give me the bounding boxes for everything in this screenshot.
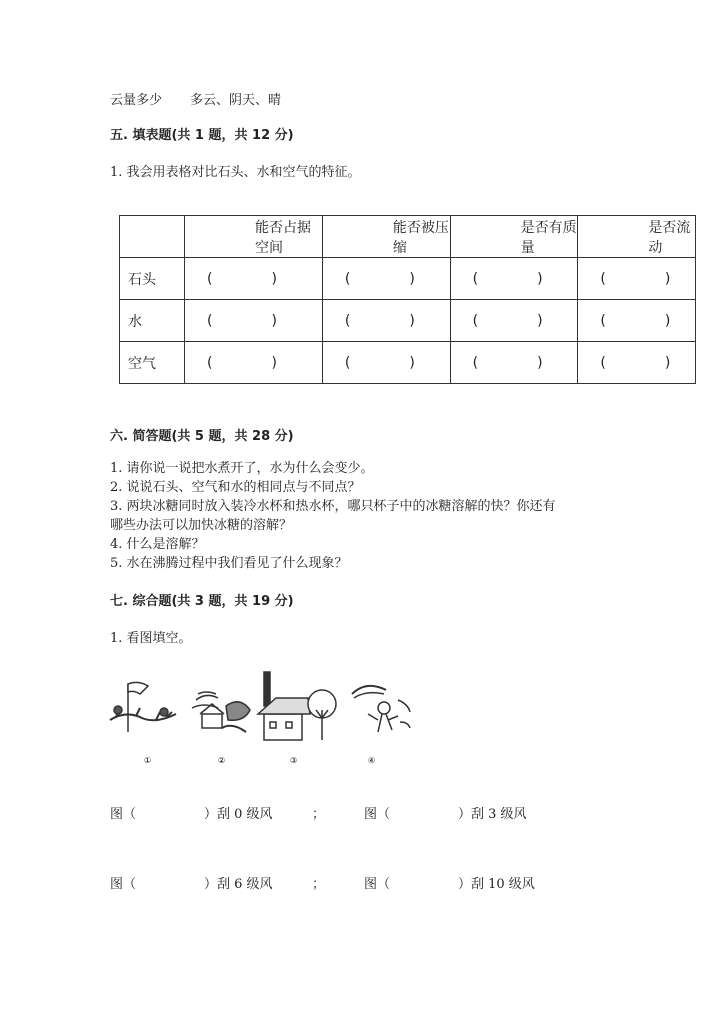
image-label-2: ②	[218, 756, 226, 765]
blank-prefix-1: 图（	[110, 807, 137, 822]
table-header-space: 能否占据空间	[185, 216, 323, 258]
blank-prefix-4: 图（	[364, 877, 391, 892]
image-label-3: ③	[290, 756, 298, 765]
blank-suffix-2[interactable]: ）刮 3 级风	[458, 807, 527, 822]
answer-blank[interactable]: ( )	[344, 312, 415, 329]
tree-icon	[308, 690, 336, 740]
blank-suffix-3[interactable]: ）刮 6 级风	[204, 877, 273, 892]
table-header-corner	[120, 216, 185, 258]
answer-blank[interactable]: ( )	[472, 312, 543, 329]
row-label-stone: 石头	[120, 258, 185, 300]
flag-icon	[110, 682, 176, 732]
answer-blank[interactable]: ( )	[472, 354, 543, 371]
blank-suffix-4[interactable]: ）刮 10 级风	[458, 877, 535, 892]
answer-blank[interactable]: ( )	[600, 270, 671, 287]
blank-separator-3: ；	[312, 877, 326, 892]
section6-question-3-cont: 哪些办法可以加快冰糖的溶解？	[110, 518, 293, 533]
image-label-1: ①	[144, 756, 152, 765]
section6-title: 六. 简答题(共 5 题，共 28 分)	[110, 429, 294, 444]
blank-separator-1: ；	[312, 807, 326, 822]
blank-prefix-2: 图（	[364, 807, 391, 822]
top-row-label: 云量多少	[110, 93, 163, 108]
person-umbrella-icon	[352, 686, 410, 732]
blank-suffix-1[interactable]: ）刮 0 级风	[204, 807, 273, 822]
table-row	[120, 342, 696, 384]
section5-question-1: 1. 我会用表格对比石头、水和空气的特征。	[110, 165, 361, 180]
table-row	[120, 300, 696, 342]
answer-blank[interactable]: ( )	[344, 354, 415, 371]
answer-blank[interactable]: ( )	[207, 270, 277, 287]
answer-blank[interactable]: ( )	[207, 354, 277, 371]
table-row	[120, 258, 696, 300]
table-header-flow: 是否流动	[578, 216, 696, 258]
row-label-water: 水	[120, 300, 185, 342]
section7-title: 七. 综合题(共 3 题，共 19 分)	[110, 594, 294, 609]
answer-blank[interactable]: ( )	[472, 270, 543, 287]
blank-prefix-3: 图（	[110, 877, 137, 892]
row-label-air: 空气	[120, 342, 185, 384]
section6-question-2: 2. 说说石头、空气和水的相同点与不同点？	[110, 480, 361, 495]
top-row-value: 多云、阴天、晴	[190, 93, 282, 108]
section6-question-4: 4. 什么是溶解？	[110, 537, 205, 552]
table-header-row	[120, 216, 696, 258]
section6-question-1: 1. 请你说一说把水煮开了，水为什么会变少。	[110, 461, 374, 476]
image-label-4: ④	[368, 756, 376, 765]
answer-blank[interactable]: ( )	[344, 270, 415, 287]
house-icon	[258, 672, 310, 740]
section7-question-1: 1. 看图填空。	[110, 631, 192, 646]
answer-blank[interactable]: ( )	[600, 354, 671, 371]
storm-house-icon	[192, 692, 250, 732]
feature-table	[119, 215, 696, 384]
section6-question-3: 3. 两块冰糖同时放入装冷水杯和热水杯，哪只杯子中的冰糖溶解的快？你还有	[110, 499, 556, 514]
table-header-compress: 能否被压缩	[322, 216, 450, 258]
table-header-mass: 是否有质量	[450, 216, 578, 258]
answer-blank[interactable]: ( )	[207, 312, 277, 329]
answer-blank[interactable]: ( )	[600, 312, 671, 329]
section6-question-5: 5. 水在沸腾过程中我们看见了什么现象？	[110, 556, 348, 571]
wind-illustration	[106, 670, 416, 765]
section5-title: 五. 填表题(共 1 题，共 12 分)	[110, 128, 294, 143]
